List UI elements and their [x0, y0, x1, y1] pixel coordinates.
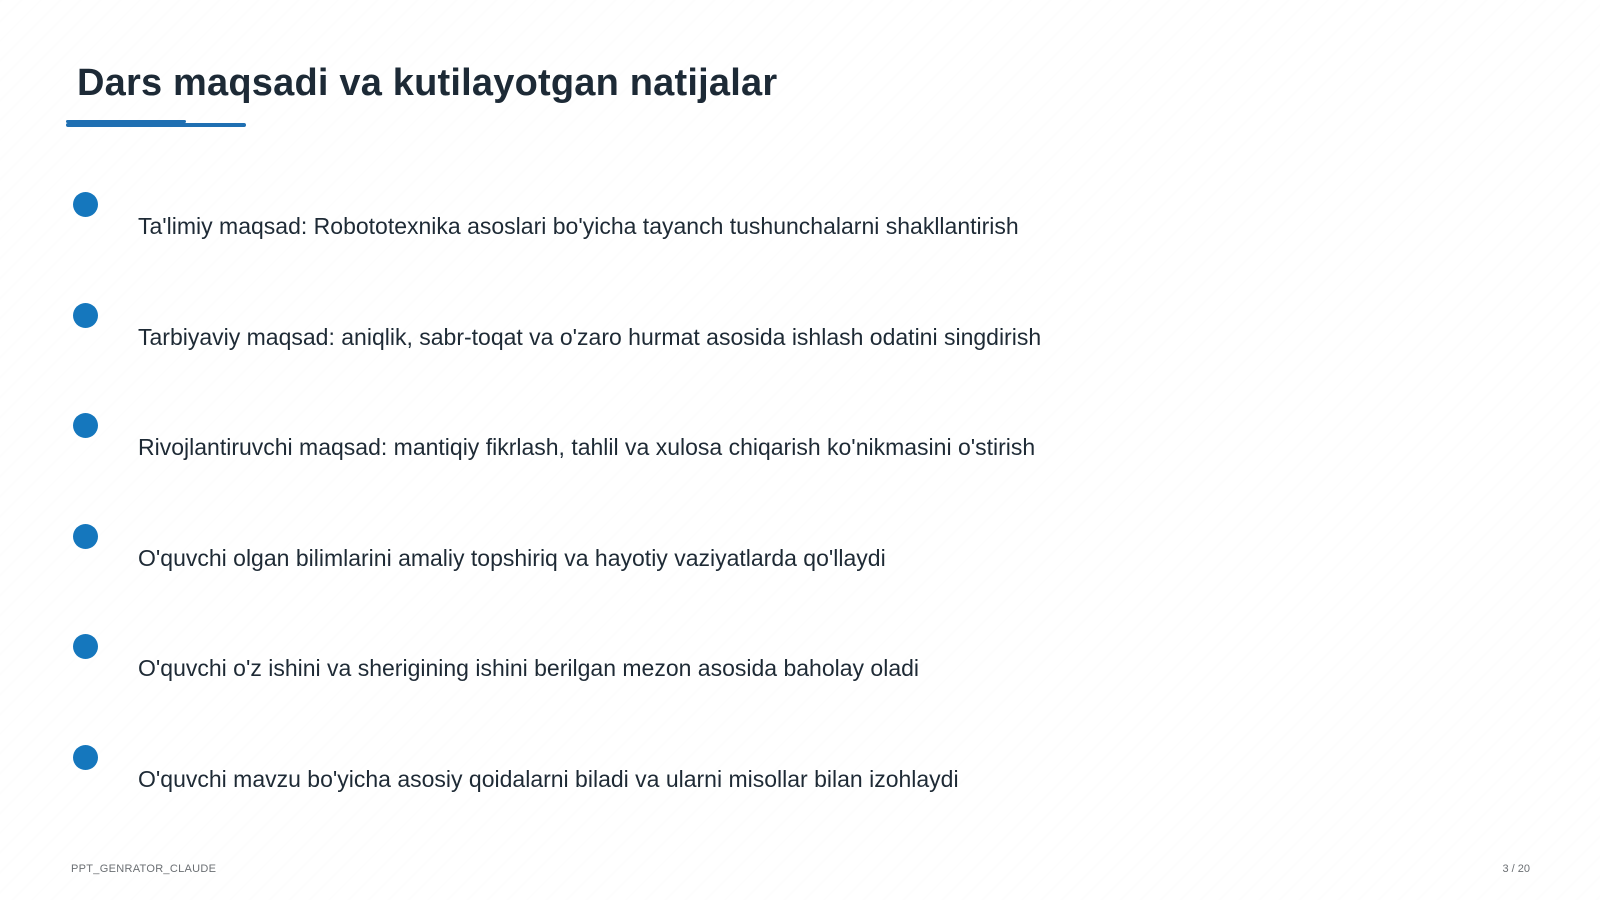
- bullet-item: [73, 303, 1473, 383]
- slide-title: Dars maqsadi va kutilayotgan natijalar: [77, 62, 778, 104]
- page-number: 3 / 20: [1502, 863, 1530, 875]
- bullet-text: Rivojlantiruvchi maqsad: mantiqiy fikrlash, tahlil va xulosa chiqarish ko'nikmasini o'stirish: [138, 434, 1036, 460]
- bullet-dot-icon: [73, 634, 98, 659]
- bullet-dot-icon: [73, 413, 98, 438]
- bullet-item: [73, 413, 1473, 493]
- bullet-text: O'quvchi mavzu bo'yicha asosiy qoidalarni biladi va ularni misollar bilan izohlaydi: [138, 766, 959, 792]
- footer-label: PPT_GENRATOR_CLAUDE: [71, 863, 217, 875]
- bullet-text: Ta'limiy maqsad: Robototexnika asoslari bo'yicha tayanch tushunchalarni shakllantirish: [138, 213, 1019, 239]
- bullet-dot-icon: [73, 303, 98, 328]
- bullet-item: [73, 745, 1473, 825]
- bullet-item: [73, 524, 1473, 604]
- bullet-dot-icon: [73, 192, 98, 217]
- bullet-text: O'quvchi o'z ishini va sherigining ishini berilgan mezon asosida baholay oladi: [138, 655, 920, 681]
- bullet-text: O'quvchi olgan bilimlarini amaliy topshiriq va hayotiy vaziyatlarda qo'llaydi: [138, 545, 886, 571]
- bullet-item: [73, 192, 1473, 272]
- bullet-item: [73, 634, 1473, 714]
- bullet-dot-icon: [73, 745, 98, 770]
- bullet-text: Tarbiyaviy maqsad: aniqlik, sabr-toqat va o'zaro hurmat asosida ishlash odatini singdirish: [138, 324, 1042, 350]
- bullet-dot-icon: [73, 524, 98, 549]
